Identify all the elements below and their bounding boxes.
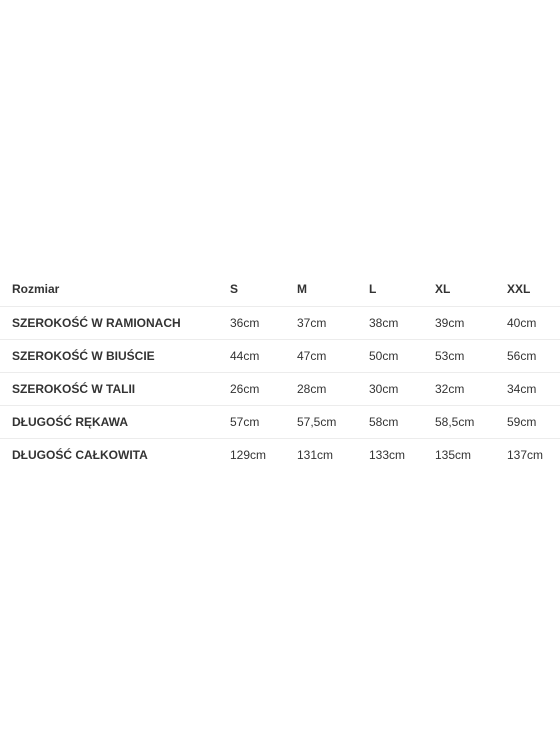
table-cell: 47cm	[297, 340, 369, 373]
table-cell: 37cm	[297, 316, 327, 330]
table-cell: 32cm	[435, 373, 507, 406]
header-size-xxl: XXL	[507, 272, 560, 307]
table-cell: 38cm	[369, 316, 399, 330]
table-cell: 57cm	[230, 406, 297, 439]
table-header-row	[0, 272, 560, 307]
table-cell: 129cm	[230, 439, 297, 472]
table-cell: 40cm	[507, 316, 537, 330]
table-cell: 56cm	[507, 340, 560, 373]
header-size-label: Rozmiar	[0, 272, 230, 307]
size-chart-table	[0, 272, 560, 471]
table-cell: 36cm	[230, 316, 260, 330]
header-size-m: M	[297, 272, 369, 307]
table-cell: 39cm	[435, 316, 465, 330]
row-label: SZEROKOŚĆ W RAMIONACH	[12, 316, 181, 330]
table-cell: 34cm	[507, 373, 560, 406]
table-cell: 59cm	[507, 406, 560, 439]
row-label: SZEROKOŚĆ W BIUŚCIE	[0, 340, 230, 373]
row-label: DŁUGOŚĆ CAŁKOWITA	[0, 439, 230, 472]
table-cell: 53cm	[435, 340, 507, 373]
table-row	[0, 340, 560, 373]
row-label: SZEROKOŚĆ W TALII	[0, 373, 230, 406]
table-row	[0, 439, 560, 472]
row-label: DŁUGOŚĆ RĘKAWA	[0, 406, 230, 439]
header-size-xl: XL	[435, 272, 507, 307]
table-cell: 58,5cm	[435, 406, 507, 439]
table-row	[0, 406, 560, 439]
header-size-s: S	[230, 272, 297, 307]
table-cell: 58cm	[369, 406, 435, 439]
table-cell: 44cm	[230, 340, 297, 373]
table-cell: 30cm	[369, 373, 435, 406]
table-cell: 57,5cm	[297, 406, 369, 439]
header-size-l: L	[369, 272, 435, 307]
table-cell: 50cm	[369, 340, 435, 373]
table-cell: 28cm	[297, 373, 369, 406]
table-cell: 131cm	[297, 439, 369, 472]
table-row	[0, 307, 560, 340]
table-cell: 26cm	[230, 373, 297, 406]
table-cell: 135cm	[435, 439, 507, 472]
table-cell: 133cm	[369, 439, 435, 472]
table-row	[0, 373, 560, 406]
table-cell: 137cm	[507, 439, 560, 472]
